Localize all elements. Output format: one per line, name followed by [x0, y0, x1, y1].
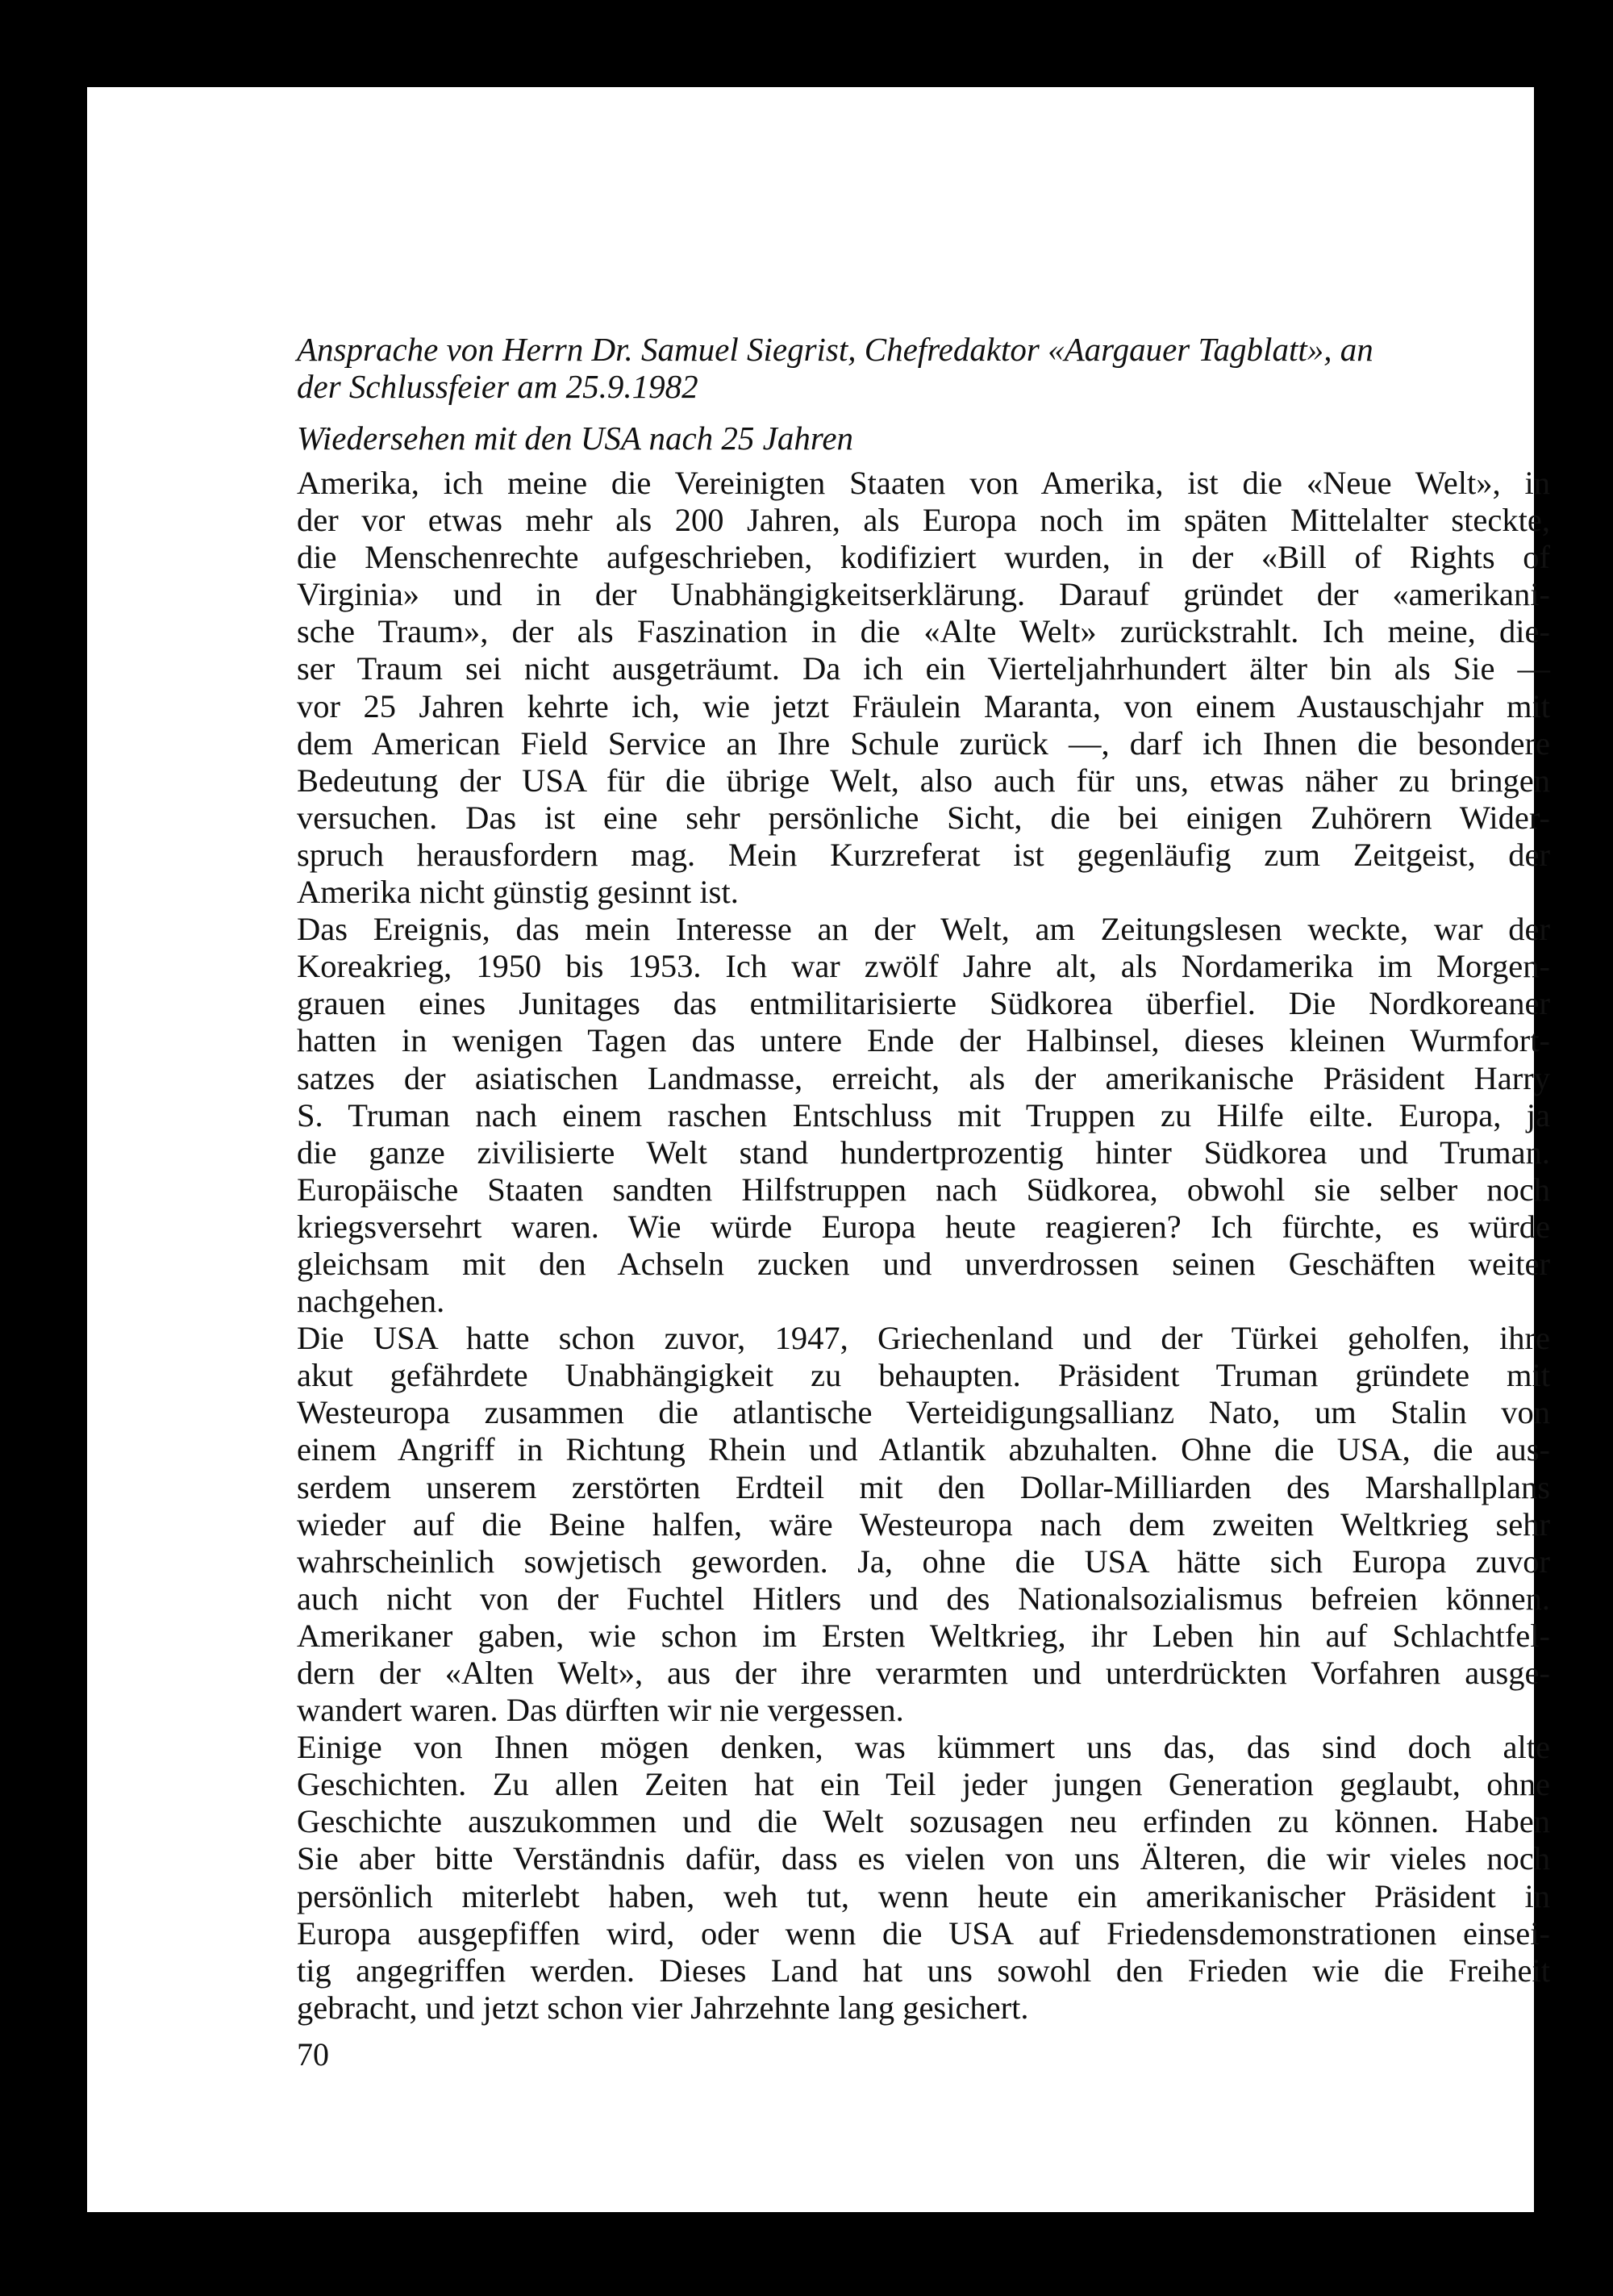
intro-line: der Schlussfeier am 25.9.1982: [297, 368, 698, 405]
page-number: 70: [297, 2035, 329, 2073]
text-line: die ganze zivilisierte Welt stand hundertprozentig hinter Südkorea und Truman.: [297, 1133, 1550, 1171]
text-line: nachgehen.: [297, 1283, 445, 1320]
intro-line: Ansprache von Herrn Dr. Samuel Siegrist, Chefredaktor «Aargauer Tagblatt», an: [297, 331, 1373, 368]
text-line: grauen eines Junitages das entmilitarisierte Südkorea überfiel. Die Nordkoreaner: [297, 985, 1550, 1022]
text-line: einem Angriff in Richtung Rhein und Atlantik abzuhalten. Ohne die USA, die aus-: [297, 1431, 1550, 1468]
text-line: dem American Field Service an Ihre Schule zurück —, darf ich Ihnen die besondere: [297, 724, 1550, 762]
paragraph-4: [297, 1729, 1550, 2027]
text-line: Bedeutung der USA für die übrige Welt, also auch für uns, etwas näher zu bringen: [297, 762, 1550, 799]
text-line: die Menschenrechte aufgeschrieben, kodifiziert wurden, in der «Bill of Rights of: [297, 539, 1550, 576]
text-line: Einige von Ihnen mögen denken, was kümmert uns das, das sind doch alte: [297, 1729, 1550, 1766]
text-line: Westeuropa zusammen die atlantische Verteidigungsallianz Nato, um Stalin von: [297, 1394, 1550, 1431]
text-line: serdem unserem zerstörten Erdteil mit den Dollar-Milliarden des Marshallplans: [297, 1468, 1550, 1505]
speech-intro: [297, 331, 1550, 405]
text-line: spruch herausfordern mag. Mein Kurzreferat ist gegenläufig zum Zeitgeist, der: [297, 836, 1550, 873]
text-line: wieder auf die Beine halfen, wäre Westeuropa nach dem zweiten Weltkrieg sehr: [297, 1505, 1550, 1542]
text-line: Virginia» und in der Unabhängigkeitserklärung. Darauf gründet der «amerikani-: [297, 576, 1550, 613]
text-line: Sie aber bitte Verständnis dafür, dass es vielen von uns Älteren, die wir vieles noch: [297, 1840, 1550, 1877]
text-line: Europäische Staaten sandten Hilfstruppen nach Südkorea, obwohl sie selber noch: [297, 1171, 1550, 1208]
text-line: versuchen. Das ist eine sehr persönliche Sicht, die bei einigen Zuhörern Wider-: [297, 799, 1550, 836]
text-line: S. Truman nach einem raschen Entschluss mit Truppen zu Hilfe eilte. Europa, ja: [297, 1096, 1550, 1133]
text-line: wahrscheinlich sowjetisch geworden. Ja, ohne die USA hätte sich Europa zuvor: [297, 1542, 1550, 1580]
speech-title: Wiedersehen mit den USA nach 25 Jahren: [297, 420, 854, 457]
text-line: wandert waren. Das dürften wir nie vergessen.: [297, 1692, 904, 1729]
text-line: Geschichten. Zu allen Zeiten hat ein Teil jeder jungen Generation geglaubt, ohne: [297, 1766, 1550, 1803]
text-line: akut gefährdete Unabhängigkeit zu behaupten. Präsident Truman gründete mit: [297, 1357, 1550, 1394]
text-line: Die USA hatte schon zuvor, 1947, Griechenland und der Türkei geholfen, ihre: [297, 1320, 1550, 1357]
page-content: [297, 331, 1550, 2073]
text-line: sche Traum», der als Faszination in die «Alte Welt» zurückstrahlt. Ich meine, die-: [297, 613, 1550, 650]
text-line: der vor etwas mehr als 200 Jahren, als Europa noch im späten Mittelalter steckte,: [297, 502, 1550, 539]
paragraph-1: [297, 465, 1550, 911]
text-line: auch nicht von der Fuchtel Hitlers und des Nationalsozialismus befreien können.: [297, 1580, 1550, 1617]
paragraph-3: [297, 1320, 1550, 1729]
text-line: vor 25 Jahren kehrte ich, wie jetzt Fräulein Maranta, von einem Austauschjahr mit: [297, 687, 1550, 724]
text-line: gebracht, und jetzt schon vier Jahrzehnte lang gesichert.: [297, 1989, 1029, 2026]
text-line: tig angegriffen werden. Dieses Land hat uns sowohl den Frieden wie die Freiheit: [297, 1952, 1550, 1989]
text-line: Amerika nicht günstig gesinnt ist.: [297, 874, 739, 911]
text-line: Amerikaner gaben, wie schon im Ersten Weltkrieg, ihr Leben hin auf Schlachtfel-: [297, 1617, 1550, 1654]
text-line: hatten in wenigen Tagen das untere Ende der Halbinsel, dieses kleinen Wurmfort-: [297, 1022, 1550, 1059]
text-line: ser Traum sei nicht ausgeträumt. Da ich ein Vierteljahrhundert älter bin als Sie —: [297, 650, 1550, 687]
text-line: dern der «Alten Welt», aus der ihre verarmten und unterdrückten Vorfahren ausge-: [297, 1655, 1550, 1691]
text-line: Geschichte auszukommen und die Welt sozusagen neu erfinden zu können. Haben: [297, 1803, 1550, 1840]
text-line: gleichsam mit den Achseln zucken und unverdrossen seinen Geschäften weiter: [297, 1245, 1550, 1282]
text-line: Das Ereignis, das mein Interesse an der Welt, am Zeitungslesen weckte, war der: [297, 911, 1550, 948]
text-line: Amerika, ich meine die Vereinigten Staaten von Amerika, ist die «Neue Welt», in: [297, 465, 1550, 501]
text-line: satzes der asiatischen Landmasse, erreicht, als der amerikanische Präsident Harry: [297, 1059, 1550, 1096]
text-line: Europa ausgepfiffen wird, oder wenn die USA auf Friedensdemonstrationen einsei-: [297, 1914, 1550, 1952]
paragraph-2: [297, 911, 1550, 1320]
text-line: kriegsversehrt waren. Wie würde Europa heute reagieren? Ich fürchte, es würde: [297, 1208, 1550, 1245]
text-line: Koreakrieg, 1950 bis 1953. Ich war zwölf Jahre alt, als Nordamerika im Morgen-: [297, 948, 1550, 985]
text-line: persönlich miterlebt haben, weh tut, wenn heute ein amerikanischer Präsident in: [297, 1877, 1550, 1914]
document-page: [87, 87, 1550, 2212]
